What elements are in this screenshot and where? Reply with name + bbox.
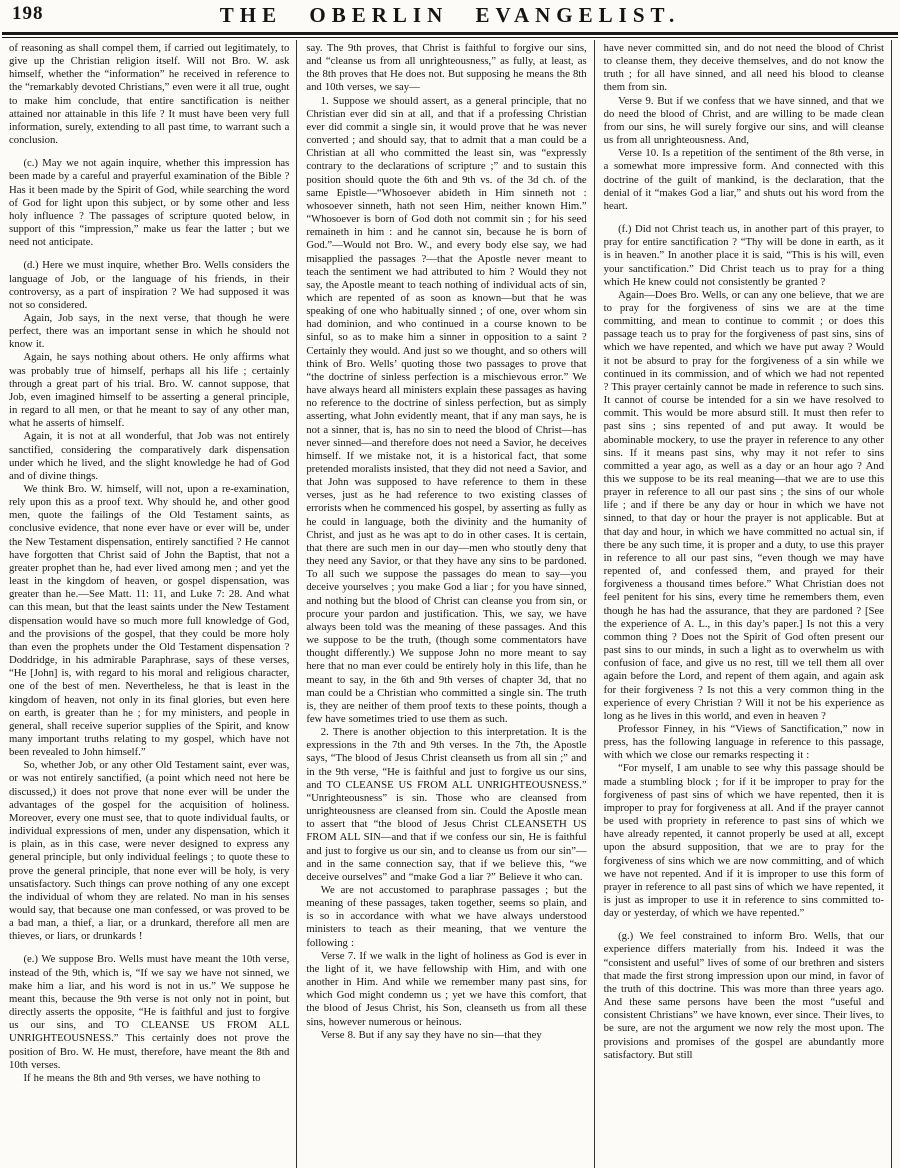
paragraph: 2. There is another objection to this interpretation. It is the expressions in the 7th and 9th verses. In the 7th, the Apostle says, “The blood of Jesus Christ cleanseth us from all sin ;” and in the 9th verse, “He is faithful and just to forgive us our sins, and TO CLEANSE US FROM ALL UNRIGHTEOUSNESS.” “Unrighteousness” is sin. Those who are cleansed from unrighteousness are cleansed from sin. Could the Apostle mean to assert that “the blood of Jesus Christ CLEANSETH US FROM ALL SIN—and that if we confess our sin, He is faithful and just to forgive us our sin, and to cleanse us from our sin”—and in the same connection say, that if we believe this, “we deceive ourselves” and “make God a liar ?” Believe it who can. [306, 726, 587, 883]
paragraph: So, whether Job, or any other Old Testament saint, ever was, or was not entirely sanctified, (a point which need not here be discussed,) it does not prove that none ever will be under the advantages of the gospel for the acquisition of holiness. Moreover, every one must see, that to quote individual faults, or individual expressions of men, under any dispensation, which it is plain, as in this case, were never designed to express any general principle, but only individual feelings ; to quote these to prove the general principle, that none ever will be holy, is very unsatisfactory. Such things can prove nothing of any one except the individual of whom they are related. No man in his senses would say, that because one man confessed, or was proved to be a bad man, a thief, a liar, or a drunkard, therefore all men are thieves, or liars, or drunkards ! [9, 759, 290, 943]
paragraph: of reasoning as shall compel them, if carried out legitimately, to give up the Christian religion itself. Will not Bro. W. ask himself, whether the “information” he received in reference to the “remarkably devoted Christians,” even were it all true, ought to make him conclude, that entire sanctification is neither attained nor attainable in this life ? It must have been very full information, surely, extending to all past time, to warrant such a conclusion. [9, 42, 290, 147]
paragraph: Verse 7. If we walk in the light of holiness as God is ever in the light of it, we have fellowship with Him, and with one another in Him. And while we remember many past sins, for which God might condemn us ; yet we have this comfort, that the blood of Jesus Christ, his Son, cleanseth us from all these sins, however numerous or heinous. [306, 949, 587, 1028]
paragraph: 1. Suppose we should assert, as a general principle, that no Christian ever did sin at all, and that if a professing Christian ever did commit a single sin, it would prove that he was never converted ; and should say, that to admit that a man could be a Christian at all who committed the least sin, was “expressly contrary to the declarations of scripture ;” and to sustain this position should quote the 6th and 9th vs. of the 3d ch. of the same Epistle—“Whosoever abideth in Him sinneth not : whosoever sinneth, hath not seen Him, neither known Him.” “Whosoever is born of God doth not commit sin ; for his seed remaineth in him : and he cannot sin, because he is born of God.”—Would not Bro. W., and every body else say, we had misapplied the passages ?—that the Apostle never meant to teach the sentiment we had attributed to him ? Would they not say, the Apostle meant to teach nothing of individual acts of sin, which are repented of as soon as known—but that he was speaking of one who habitually sinned ; of one, over whom sin had dominion, and who continued in a course known to be sinful, so as to make him a sinner in opposition to a saint ? Certainly they would. And just so we thought, and so others will think of Bro. Wells’ quoting those two passages to prove that “the doctrine of sinless perfection is a mischievous error.” We have always heard all ministers explain these passages as having no reference to the doctrine of sinless perfection, but as simply asserting, what John evidently meant, that if any man says, he is not a sinner, that is, has no sin to need the blood of Christ—has never sinned—and therefore does not need a Savior, he deceives himself. If we mistake not, it is a historical fact, that some pretended moralists insisted, that they did not need a Savior, and that John was supposed to have reference to them in these verses, just as he had reference to two existing classes of errorists when he commenced his gospel, by asserting as fully as he could in language, both the divinity and the humanity of Christ, and just as he was apt to do in other cases. It is certain, that there are such men in our day—men who stoutly deny that they need any Savior, or that they have any sins to be pardoned. To all such we suppose the passages do mean to say—you deceive yourselves ; you make God a liar ; for you have sinned, and nothing but the blood of Christ can cleanse you from sin, or procure your pardon and justification. This, we say, we have always been told was the meaning of these passages. And this we suppose to be the truth, (though some commentators have thought differently.) We suppose John no more meant to say here that no man ever could be entirely holy in this life, than he meant to say, in the 6th and 9th verses of chapter 3d, that no man could be a Christian who committed a single sin. The truth is, they are neither of them proof texts to these points, though a few have sometimes tried to use them as such. [306, 94, 587, 725]
paragraph: (f.) Did not Christ teach us, in another part of this prayer, to pray for entire sanctification ? “Thy will be done in earth, as it is in heaven.” In another place it is said, “This is his will, even your sanctification.” Did Christ teach us to pray for a thing which He knew could not consistently be granted ? [603, 223, 884, 288]
paragraph: Again, it is not at all wonderful, that Job was not entirely sanctified, considering the comparatively dark dispensation under which he lived, and the slight knowledge he had of God and of divine things. [9, 430, 290, 482]
paragraph: Again—Does Bro. Wells, or can any one believe, that we are to pray for the forgiveness of sins we are at the time committing, and mean to continue to commit ; or does this passage teach us to pray for the forgiveness of past sins, sins of which we have repented, and which we have put away ? Would it not be absurd to pray for the forgiveness of a sin while we continued in its commission, and of which we had not repented ? This prayer certainly cannot be made in reference to such sins. It cannot of course be intended for a sin we have resolved to commit. This would be more absurd still. It must then refer to past sins ; sins repented of and put away. It would be abominable mockery, to use the prayer in reference to any other sins. If it means past sins, why may it not refer to sins committed a year ago, as well as a day or an hour ago ? And this we suppose to be its real meaning—that we are to use this prayer in reference to all our past sins ; the sins of our whole life ; and if there be any day or hour in which we have not sinned, to that day or hour the prayer is not applicable. But at that day and hour, in which we have committed no actual sin, if there be any such time, it is proper and a duty, to use this prayer in reference to all our past sins, “even though we may have repented of, and confessed them, and prayed for their forgiveness a thousand times before.” What Christian does not feel penitent for his sins, every time he remembers them, even though he has had the assurance, that they are pardoned ? [See the experience of A. L., in this day’s paper.] Is not this a very common thing ? Does not the Spirit of God often present our past sins to our minds, in such a light as to overwhelm us with confusion of face, and give us no rest, till we tell them all over again before the Lord, and repent of them again, and again ask for their forgiveness ? Is not this a very common thing in the experience of every Christian ? Will it not be his experience as long as he lives in this world, and even in heaven ? [603, 288, 884, 722]
text-column-2 [296, 40, 594, 1168]
paragraph: Verse 10. Is a repetition of the sentiment of the 8th verse, in a somewhat more impressive form. And connected with this doctrine of the guilt of mankind, is the declaration, that the denial of it “makes God a liar,” and shuts out his word from the heart. [603, 147, 884, 212]
masthead-title: THE OBERLIN EVANGELIST. [219, 3, 681, 27]
header-rule [2, 32, 898, 38]
paragraph: (e.) We suppose Bro. Wells must have meant the 10th verse, instead of the 9th, which is, “If we say we have not sinned, we make him a liar, and his word is not in us.” We suppose he meant this, because the 9th verse is not only not in point, but directly asserts the opposite, “He is faithful and just to forgive us our sins, and TO CLEANSE US FROM ALL UNRIGHTEOUSNESS.” This certainly does not prove the position of Bro. W. He must, therefore, have meant the 8th and 10th verses. [9, 953, 290, 1071]
paragraph: (g.) We feel constrained to inform Bro. Wells, that our experience differs materially from his. Indeed it was the “consistent and useful” lives of some of our brethren and sisters that made the first strong impression upon our mind, in favor of the truth of this doctrine. This was more than three years ago. And these same persons have been the most “useful and consistent Christians” we have known, ever since. Their lives, to be sure, are not the argument we now rely the most upon. The provisions and promises of the gospel are abundantly more satisfactory. But still [603, 930, 884, 1061]
paragraph: If he means the 8th and 9th verses, we have nothing to [23, 1071, 261, 1084]
page-number: 198 [12, 3, 44, 24]
paragraph: Verse 9. But if we confess that we have sinned, and that we do need the blood of Christ, and are willing to be made clean from our sins, he will surely forgive our sins, and will cleanse us from all unrighteousness. And, [603, 94, 884, 147]
paragraph: We are not accustomed to paraphrase passages ; but the meaning of these passages, taken together, seems so plain, and is so in accordance with what we have always understood ministers to teach as their meaning, that we venture the following : [306, 884, 587, 949]
text-columns [0, 40, 892, 1168]
paragraph: Again, he says nothing about others. He only affirms what was probably true of himself, perhaps all his life ; certainly through a great part of his trial. Bro. W. cannot suppose, that Job, even imagined himself to be asserting a general principle, in regard to all men, or that he meant to say of any other man, what he asserts of himself. [9, 351, 290, 430]
paragraph: Again, Job says, in the next verse, that though he were perfect, there was an important sense in which he should not know it. [9, 311, 290, 351]
paragraph: Professor Finney, in his “Views of Sanctification,” now in press, has the following language in reference to this passage, with which we close our remarks respecting it : [603, 722, 884, 762]
paragraph: have never committed sin, and do not need the blood of Christ to cleanse them, they deceive themselves, and do not know the truth ; for all have sinned, and all need his blood to cleanse them from sin. [603, 42, 884, 94]
text-column-1 [0, 40, 296, 1168]
paragraph: “For myself, I am unable to see why this passage should be made a stumbling block ; for if it be improper to pray for the forgiveness of past sins of which we have repented, then it is improper to pray for forgiveness at all. And if the prayer cannot be used with propriety in reference to past sins of which we have already repented, it cannot properly be used at all, except upon the absurd supposition, that we are to pray for the forgiveness of sins which we are now committing, and of which we have not repented. And if it is improper to use this form of prayer in reference to all past sins of which we have repented, it is just as improper to use it in reference to sins committed to-day or yesterday, of which we have repented.” [603, 762, 884, 920]
paragraph: (c.) May we not again inquire, whether this impression has been made by a careful and prayerful examination of the Bible ? Has it been made by the Spirit of God, while searching the word of God for light upon this subject, or by some other and less holy influence ? The passages of scripture quoted below, in support of this “impression,” make us fear the latter ; but we need not anticipate. [9, 157, 290, 249]
text-column-3 [595, 40, 892, 1168]
paragraph: (d.) Here we must inquire, whether Bro. Wells considers the language of Job, or the language of his friends, in their controversy, as a part of inspiration ? We had supposed it was not so considered. [9, 259, 290, 311]
paragraph: We think Bro. W. himself, will not, upon a re-examination, rely upon this as a proof text. Why should he, and other good men, quote the failings of the Old Testament saints, as conclusive evidence, that none ever have or ever will be, under the New Testament dispensation, entirely sanctified ? He cannot have forgotten that Christ said of John the Baptist, that not a greater prophet than he, had ever lived among men ; and yet the least in the kingdom of heaven, or gospel dispensation, was greater than he.—See Matt. 11: 11, and Luke 7: 28. And what can this mean, but that the least saints under the New Testament dispensation would have so much more full knowledge of God, and the provisions of the gospel, that they could be more holy than even the prophets under the Old Testament dispensation ? Doddridge, in his admirable Paraphrase, says of these verses, “He [John] is, with regard to his moral and religious character, one of the best of men. Nevertheless, he that is least in the kingdom of heaven, not only in its final glories, but even here on earth, is greater than he ; for my ministers, and people in general, shall receive superior supplies of the Spirit, and know many important truths relating to my gospel, which have not been revealed to John himself.” [9, 483, 290, 759]
paragraph: say. The 9th proves, that Christ is faithful to forgive our sins, and “cleanse us from all unrighteousness,” as fully, at least, as the 8th proves that He does not. But supposing he means the 8th and 10th verses, we say— [306, 42, 587, 94]
masthead [0, 0, 900, 30]
paragraph: Verse 8. But if any say they have no sin—that they [320, 1028, 542, 1041]
